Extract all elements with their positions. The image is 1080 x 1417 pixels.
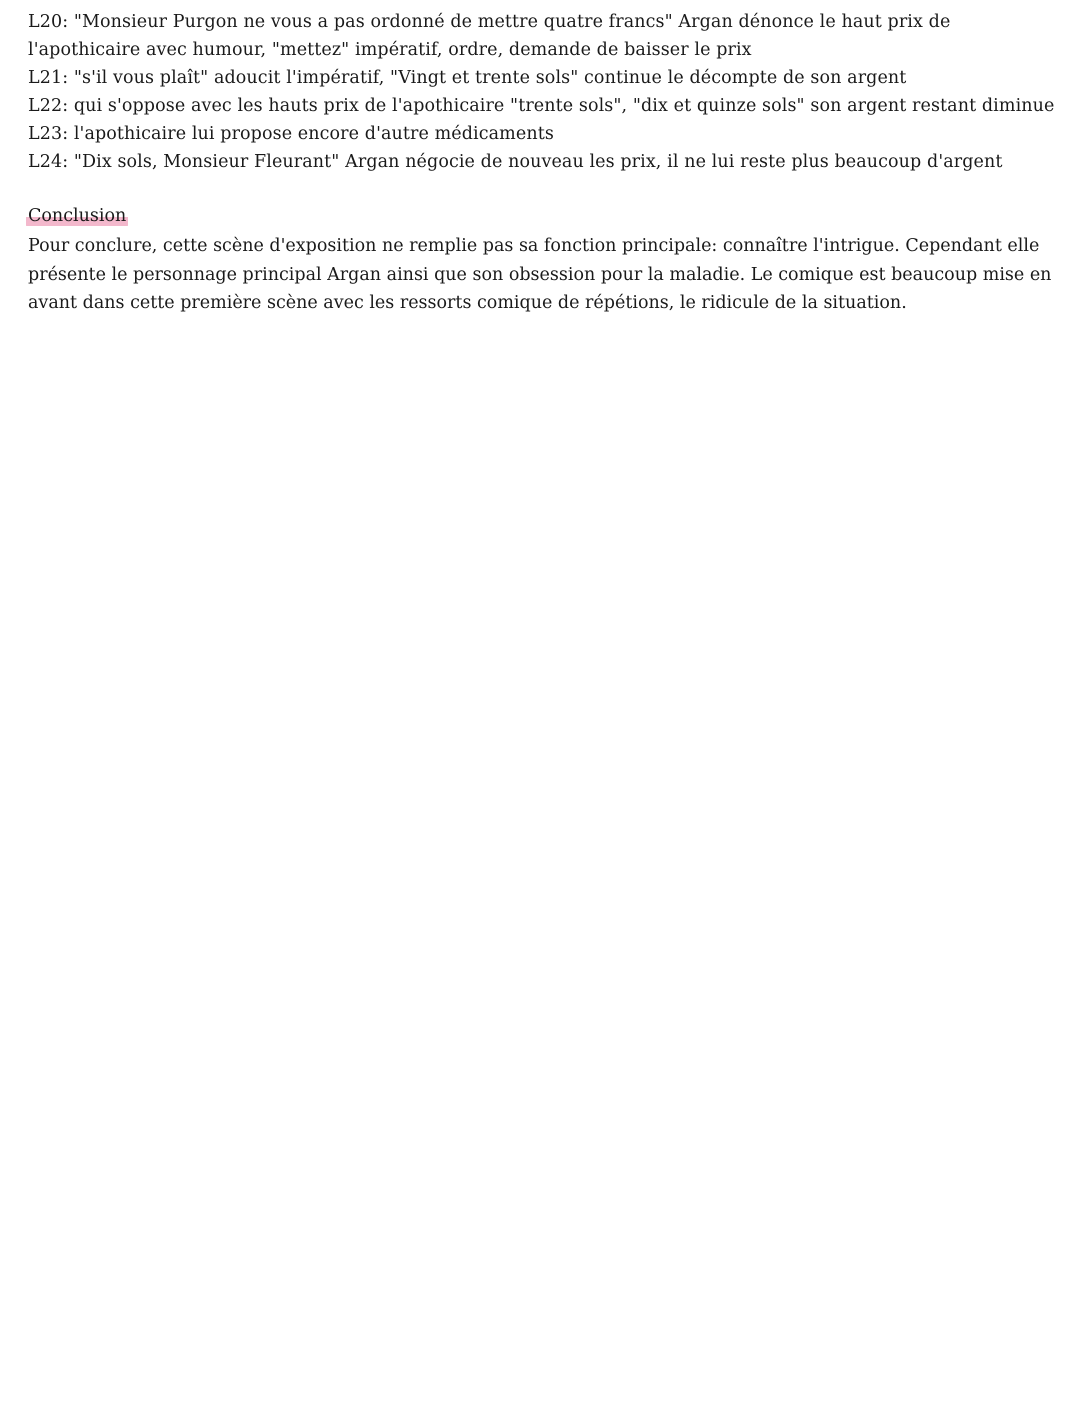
notes-page [28,8,1058,318]
line-notes [28,8,1058,176]
note-line-l24: L24: "Dix sols, Monsieur Fleurant" Argan négocie de nouveau les prix, il ne lui reste plus beaucoup d'argent [28,152,1003,172]
note-line-l22: L22: qui s'oppose avec les hauts prix de l'apothicaire "trente sols", "dix et quinze sols" son argent restant diminue [28,96,1055,116]
conclusion-section [28,204,1058,318]
note-line-l21: L21: "s'il vous plaît" adoucit l'impératif, "Vingt et trente sols" continue le décompte de son argent [28,68,907,88]
note-line-l20: L20: "Monsieur Purgon ne vous a pas ordonné de mettre quatre francs" Argan dénonce le haut prix de l'apothicaire avec humour, "mettez" impératif, ordre, demande de baisser le prix [28,12,951,60]
conclusion-paragraph: Pour conclure, cette scène d'exposition ne remplie pas sa fonction principale: connaître l'intrigue. Cependant elle présente le personnage principal Argan ainsi que son obsession pour la maladie. Le comique est beaucoup mise en avant dans cette première scène avec les ressorts comique de répétions, le ridicule de la situation. [28,236,1052,313]
note-line-l23: L23: l'apothicaire lui propose encore d'autre médicaments [28,124,554,144]
conclusion-heading: Conclusion [28,206,127,226]
